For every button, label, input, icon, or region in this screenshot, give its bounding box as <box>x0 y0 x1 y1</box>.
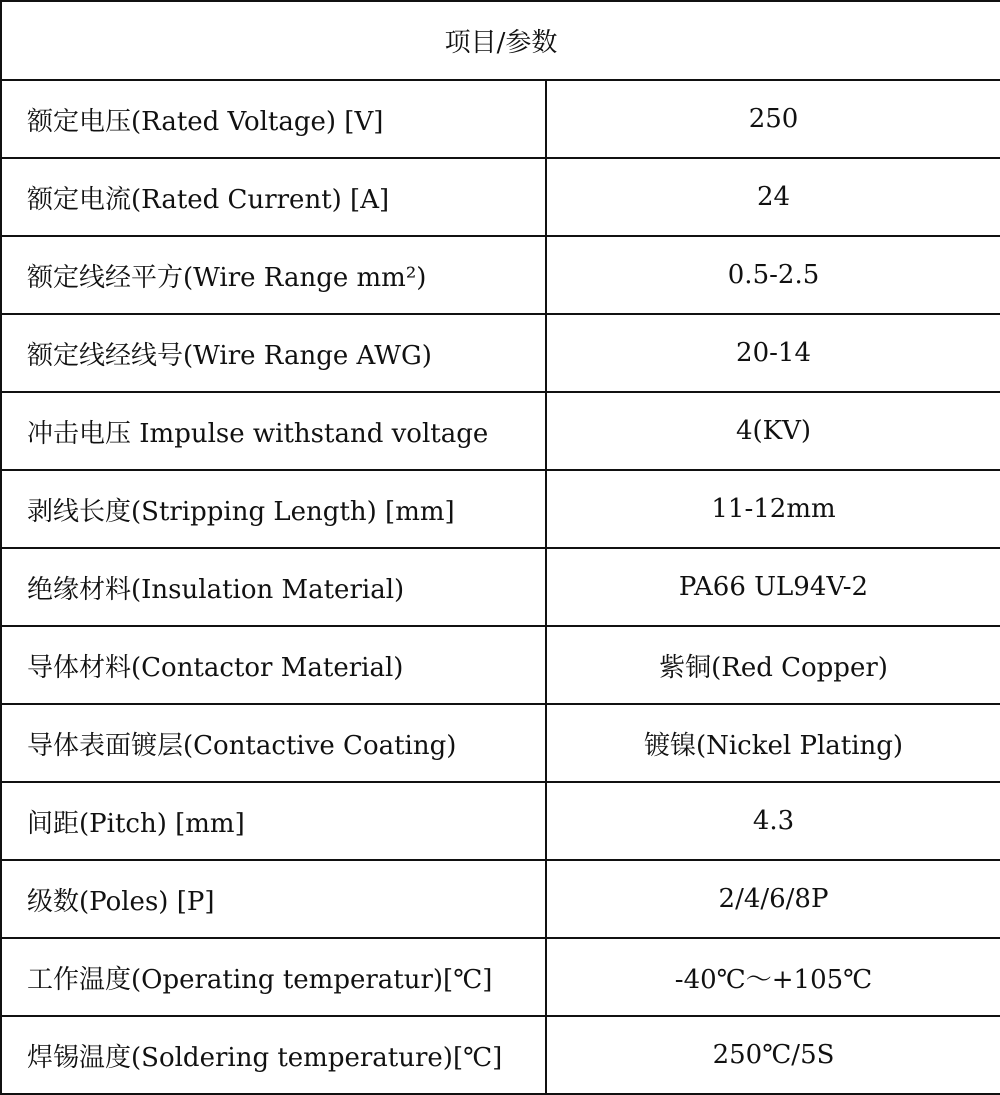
value-insulation-material: PA66 UL94V-2 <box>546 548 1000 626</box>
table-header: 项目/参数 <box>1 1 1000 80</box>
value-contactive-coating: 镀镍(Nickel Plating) <box>546 704 1000 782</box>
table-row <box>1 938 1000 1016</box>
table-row <box>1 626 1000 704</box>
value-poles: 2/4/6/8P <box>546 860 1000 938</box>
param-contactive-coating: 导体表面镀层(Contactive Coating) <box>1 704 546 782</box>
param-rated-voltage: 额定电压(Rated Voltage) [V] <box>1 80 546 158</box>
value-rated-current: 24 <box>546 158 1000 236</box>
param-insulation-material: 绝缘材料(Insulation Material) <box>1 548 546 626</box>
param-contactor-material: 导体材料(Contactor Material) <box>1 626 546 704</box>
value-operating-temperature: -40℃～+105℃ <box>546 938 1000 1016</box>
table-row <box>1 80 1000 158</box>
param-soldering-temperature: 焊锡温度(Soldering temperature)[℃] <box>1 1016 546 1094</box>
table-row <box>1 548 1000 626</box>
param-stripping-length: 剥线长度(Stripping Length) [mm] <box>1 470 546 548</box>
table-row <box>1 158 1000 236</box>
param-operating-temperature: 工作温度(Operating temperatur)[℃] <box>1 938 546 1016</box>
table-row <box>1 860 1000 938</box>
value-impulse-voltage: 4(KV) <box>546 392 1000 470</box>
param-rated-current: 额定电流(Rated Current) [A] <box>1 158 546 236</box>
value-contactor-material: 紫铜(Red Copper) <box>546 626 1000 704</box>
value-rated-voltage: 250 <box>546 80 1000 158</box>
value-wire-range-mm2: 0.5-2.5 <box>546 236 1000 314</box>
value-pitch: 4.3 <box>546 782 1000 860</box>
table-row <box>1 782 1000 860</box>
table-row <box>1 470 1000 548</box>
value-wire-range-awg: 20-14 <box>546 314 1000 392</box>
param-wire-range-awg: 额定线经线号(Wire Range AWG) <box>1 314 546 392</box>
value-soldering-temperature: 250℃/5S <box>546 1016 1000 1094</box>
value-stripping-length: 11-12mm <box>546 470 1000 548</box>
param-impulse-voltage: 冲击电压 Impulse withstand voltage <box>1 392 546 470</box>
table-row <box>1 704 1000 782</box>
table-row <box>1 314 1000 392</box>
param-poles: 级数(Poles) [P] <box>1 860 546 938</box>
table-header-row <box>1 1 1000 80</box>
table-row <box>1 236 1000 314</box>
table-row <box>1 1016 1000 1094</box>
param-pitch: 间距(Pitch) [mm] <box>1 782 546 860</box>
table-row <box>1 392 1000 470</box>
param-wire-range-mm2: 额定线经平方(Wire Range mm²) <box>1 236 546 314</box>
